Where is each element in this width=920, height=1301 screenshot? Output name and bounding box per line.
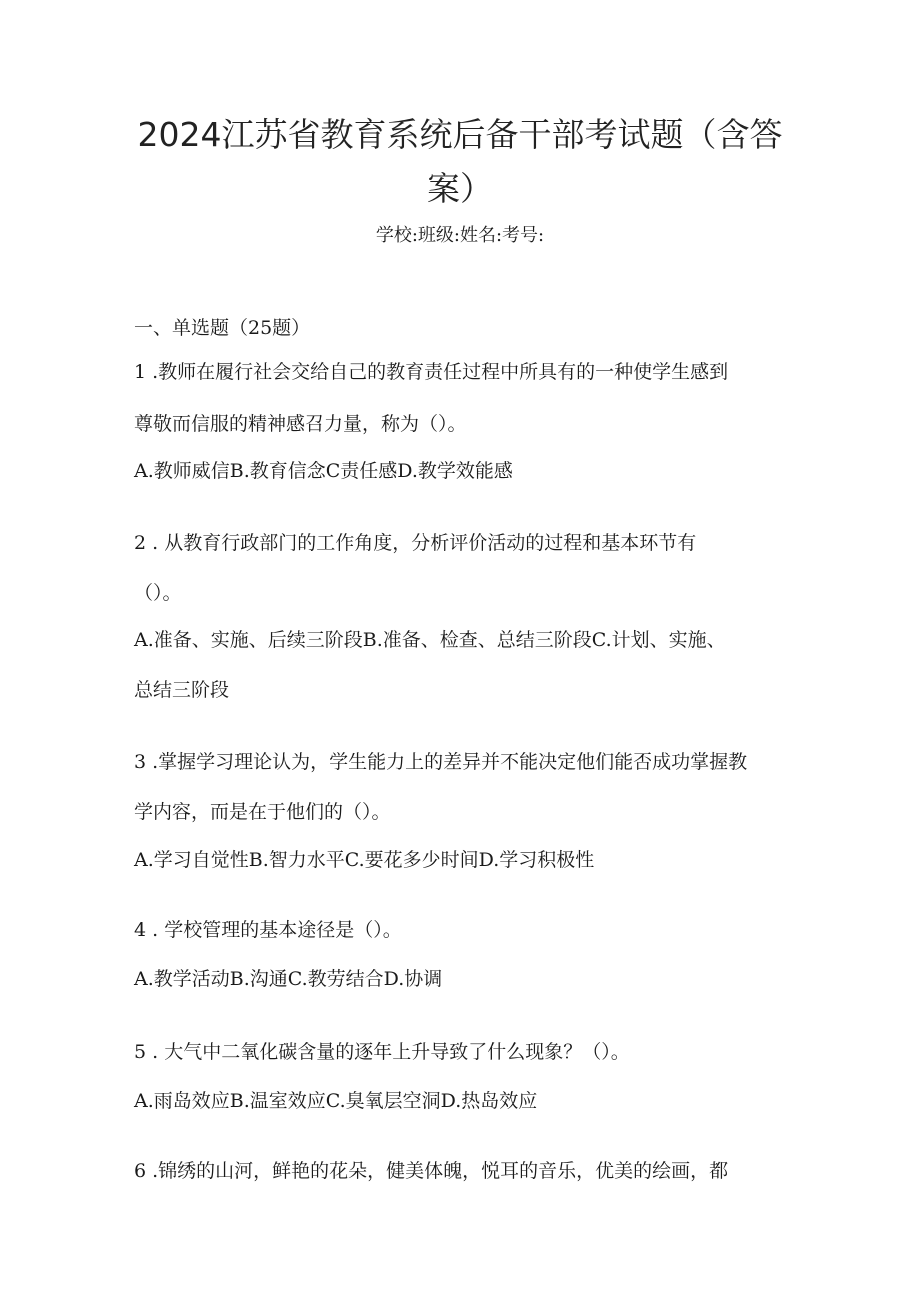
title-line-1: 2024江苏省教育系统后备干部考试题（含答 <box>137 115 783 154</box>
question-3-options: A.学习自觉性B.智力水平C.要花多少时间D.学习积极性 <box>134 849 595 871</box>
question-stem-line: （）。 <box>134 582 182 604</box>
question-3 <box>134 747 794 827</box>
header-fields: 学校:班级:姓名:考号: <box>375 225 545 246</box>
question-4: 4 . 学校管理的基本途径是（）。 <box>134 919 402 941</box>
question-stem-line: 1 .教师在履行社会交给自己的教育责任过程中所具有的一种使学生感到 <box>134 361 729 383</box>
question-stem-line: 3 .掌握学习理论认为，学生能力上的差异并不能决定他们能否成功掌握教 <box>134 751 748 773</box>
question-1 <box>134 357 794 439</box>
question-1-options: A.教师威信B.教育信念C责任感D.教学效能感 <box>134 460 513 482</box>
question-5: 5 . 大气中二氧化碳含量的逐年上升导致了什么现象？（）。 <box>134 1041 630 1063</box>
question-2-options <box>134 625 794 705</box>
question-5-options: A.雨岛效应B.温室效应C.臭氧层空洞D.热岛效应 <box>134 1090 538 1112</box>
question-stem-line: 2 . 从教育行政部门的工作角度，分析评价活动的过程和基本环节有 <box>134 532 697 554</box>
title-line-2: 案） <box>427 169 493 208</box>
question-4-options: A.教学活动B.沟通C.教劳结合D.协调 <box>134 968 443 990</box>
question-6: 6 .锦绣的山河，鲜艳的花朵，健美体魄，悦耳的音乐，优美的绘画，都 <box>134 1160 729 1182</box>
question-2 <box>134 528 794 608</box>
document-title <box>120 108 800 216</box>
question-option-line: 总结三阶段 <box>134 679 230 701</box>
section-heading: 一、单选题（25题） <box>134 317 311 339</box>
question-stem-line: 尊敬而信服的精神感召力量，称为（）。 <box>134 413 467 435</box>
question-stem-line: 学内容，而是在于他们的（）。 <box>134 801 391 823</box>
question-option-line: A.准备、实施、后续三阶段B.准备、检查、总结三阶段C.计划、实施、 <box>134 629 726 651</box>
